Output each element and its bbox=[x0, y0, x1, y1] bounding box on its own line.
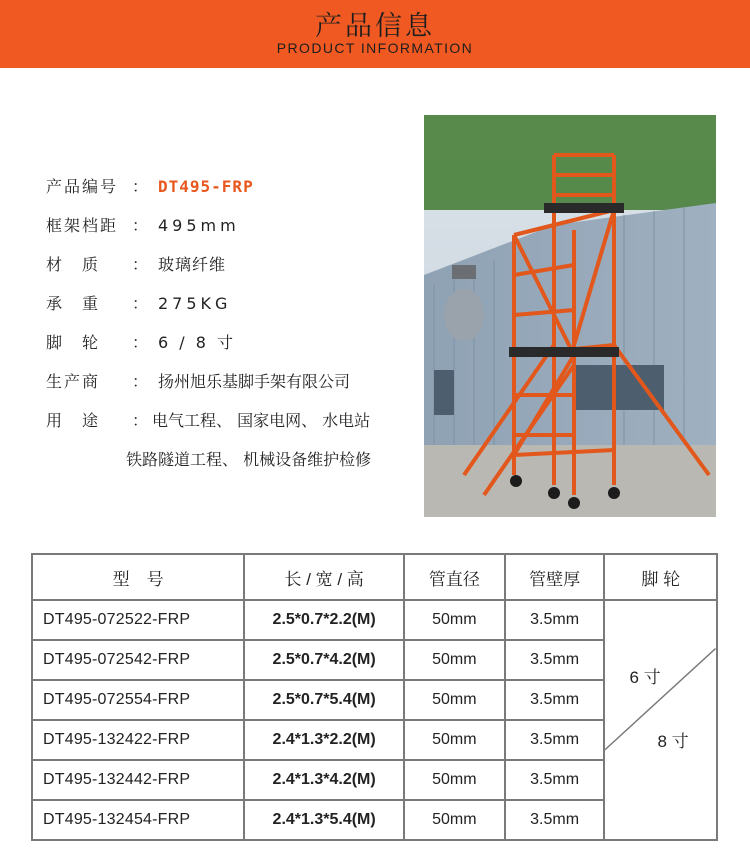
spec-item-material bbox=[46, 252, 226, 275]
spec-label: 材 质 bbox=[46, 255, 101, 274]
spec-label: 生产商 bbox=[46, 372, 101, 391]
product-photo bbox=[424, 115, 716, 517]
spec-label: 用 途 bbox=[46, 411, 101, 430]
cell-dims: 2.4*1.3*2.2(M) bbox=[244, 720, 404, 760]
spec-item-usage-line2 bbox=[126, 447, 371, 470]
spec-colon: ： bbox=[132, 411, 151, 430]
cell-model: DT495-072542-FRP bbox=[32, 640, 244, 680]
spec-value: 扬州旭乐基脚手架有限公司 bbox=[158, 372, 351, 391]
spec-colon: ： bbox=[132, 372, 151, 391]
spec-item-model bbox=[46, 174, 254, 197]
banner-subtitle: PRODUCT INFORMATION bbox=[276, 40, 474, 56]
cell-diameter: 50mm bbox=[404, 640, 505, 680]
cell-thickness: 3.5mm bbox=[505, 680, 605, 720]
cell-dims: 2.5*0.7*5.4(M) bbox=[244, 680, 404, 720]
header-model: 型 号 bbox=[32, 554, 244, 600]
spec-value: 玻璃纤维 bbox=[158, 255, 227, 274]
cell-diameter: 50mm bbox=[404, 720, 505, 760]
spec-colon: ： bbox=[132, 255, 151, 274]
spec-item-usage bbox=[46, 408, 370, 431]
spec-item-wheel bbox=[46, 330, 236, 353]
cell-thickness: 3.5mm bbox=[505, 600, 605, 640]
cell-dims: 2.4*1.3*4.2(M) bbox=[244, 760, 404, 800]
spec-colon: ： bbox=[132, 216, 151, 235]
wheel-8-label: 8 寸 bbox=[657, 732, 689, 751]
cell-diameter: 50mm bbox=[404, 760, 505, 800]
cell-model: DT495-072554-FRP bbox=[32, 680, 244, 720]
spec-colon: ： bbox=[132, 177, 151, 196]
spec-value: 6 / 8 寸 bbox=[158, 333, 237, 352]
header-wheel: 脚 轮 bbox=[604, 554, 717, 600]
spec-value: 495mm bbox=[158, 216, 240, 235]
header-dimensions: 长 / 宽 / 高 bbox=[244, 554, 404, 600]
scaffold-illustration bbox=[424, 115, 716, 517]
cell-diameter: 50mm bbox=[404, 680, 505, 720]
cell-thickness: 3.5mm bbox=[505, 800, 605, 840]
cell-model: DT495-132422-FRP bbox=[32, 720, 244, 760]
cell-diameter: 50mm bbox=[404, 600, 505, 640]
wheel-divider bbox=[605, 601, 716, 839]
spec-item-maker bbox=[46, 369, 350, 392]
cell-dims: 2.5*0.7*4.2(M) bbox=[244, 640, 404, 680]
spec-label: 产品编号 bbox=[46, 177, 119, 196]
table-header-row bbox=[32, 554, 717, 600]
cell-thickness: 3.5mm bbox=[505, 640, 605, 680]
cell-model: DT495-132454-FRP bbox=[32, 800, 244, 840]
cell-model: DT495-072522-FRP bbox=[32, 600, 244, 640]
spec-value: 275KG bbox=[158, 294, 232, 313]
header-diameter: 管直径 bbox=[404, 554, 505, 600]
spec-colon: ： bbox=[132, 294, 151, 313]
cell-thickness: 3.5mm bbox=[505, 760, 605, 800]
header-banner bbox=[0, 0, 750, 68]
banner-title: 产品信息 bbox=[315, 11, 435, 42]
spec-value: 铁路隧道工程、 机械设备维护检修 bbox=[126, 450, 372, 469]
wheel-6-label: 6 寸 bbox=[629, 668, 661, 687]
spec-colon: ： bbox=[132, 333, 151, 352]
cell-model: DT495-132442-FRP bbox=[32, 760, 244, 800]
cell-diameter: 50mm bbox=[404, 800, 505, 840]
cell-wheel bbox=[604, 600, 717, 840]
spec-item-span bbox=[46, 213, 240, 236]
spec-label: 框架档距 bbox=[46, 216, 119, 235]
table-row bbox=[32, 600, 717, 640]
cell-thickness: 3.5mm bbox=[505, 720, 605, 760]
spec-label: 承 重 bbox=[46, 294, 101, 313]
spec-item-load bbox=[46, 291, 231, 314]
spec-table bbox=[31, 553, 718, 841]
cell-dims: 2.5*0.7*2.2(M) bbox=[244, 600, 404, 640]
cell-dims: 2.4*1.3*5.4(M) bbox=[244, 800, 404, 840]
header-thickness: 管壁厚 bbox=[505, 554, 605, 600]
spec-model-value: DT495-FRP bbox=[158, 177, 254, 196]
spec-label: 脚 轮 bbox=[46, 333, 101, 352]
spec-value: 电气工程、 国家电网、 水电站 bbox=[152, 411, 371, 430]
